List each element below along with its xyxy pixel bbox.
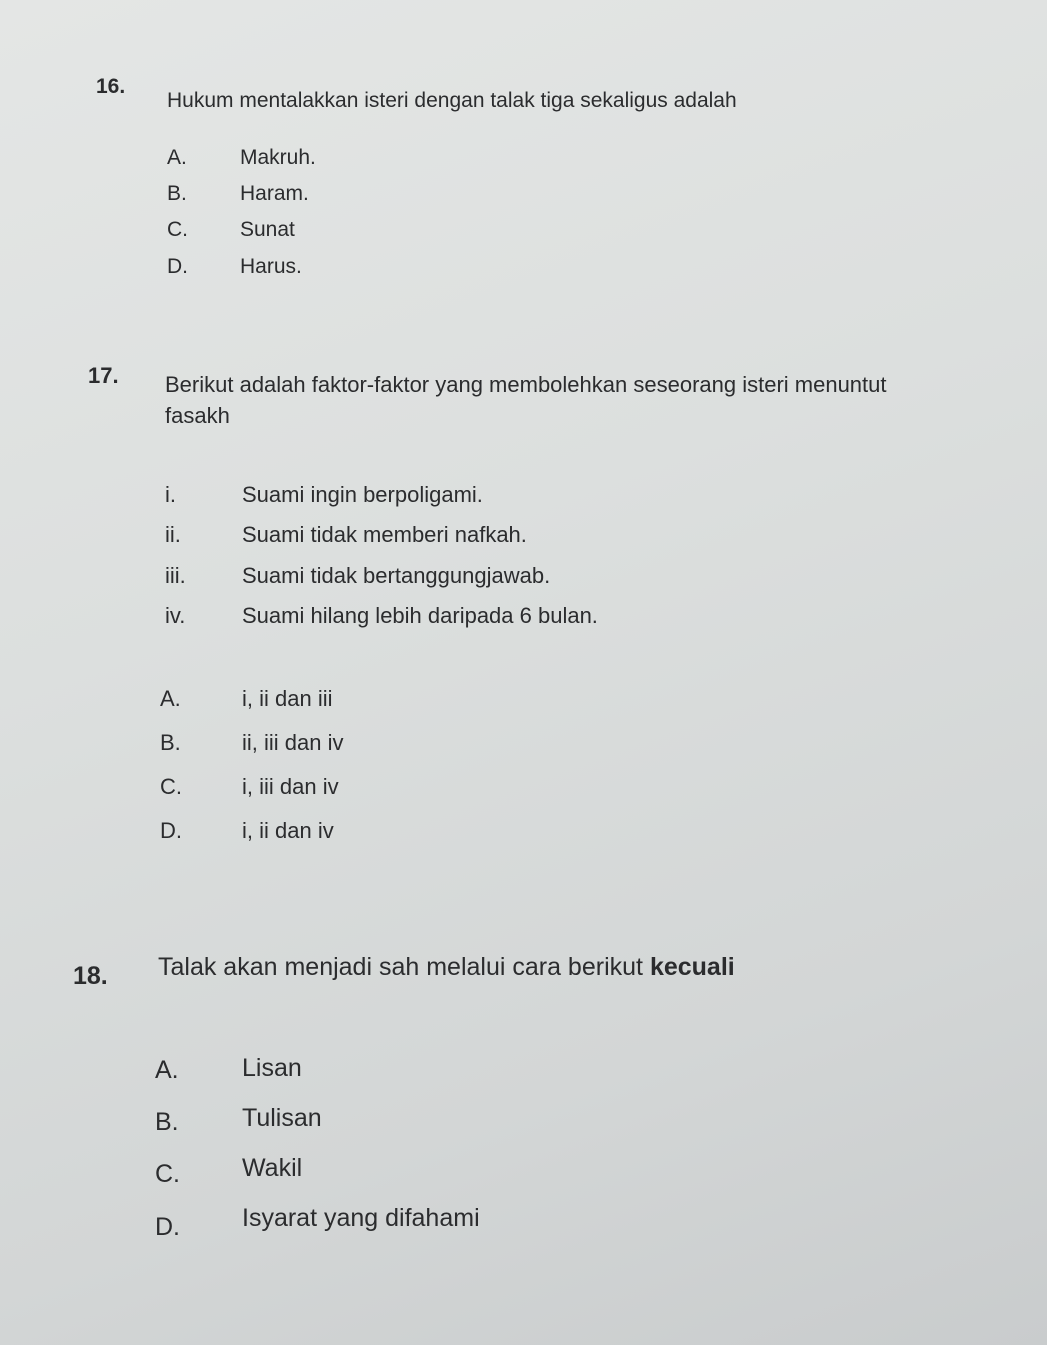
question-number: 18. [73,962,108,990]
statement-numeral-iii: iii. [165,563,186,588]
question-text-emphasis: kecuali [649,953,735,981]
statement-text-i: Suami ingin berpoligami. [242,482,483,507]
option-text-a: Lisan [242,1054,302,1082]
statement-text-ii: Suami tidak memberi nafkah. [242,522,527,547]
option-letter-a: A. [155,1056,179,1084]
question-text: Hukum mentalakkan isteri dengan talak tiga sekaligus adalah [167,89,737,112]
question-number: 17. [88,363,119,388]
option-letter-b: B. [167,182,187,205]
option-text-b: Tulisan [242,1104,322,1132]
option-text-c: Wakil [242,1154,303,1182]
option-letter-d: D. [155,1213,180,1241]
option-text-d: Harus. [240,255,302,278]
statement-numeral-iv: iv. [165,603,186,628]
option-letter-b: B. [155,1108,179,1136]
option-text-b: Haram. [240,182,309,205]
option-letter-a: A. [167,146,187,169]
option-letter-c: C. [160,774,182,799]
option-text-b: ii, iii dan iv [242,730,344,755]
statement-text-iii: Suami tidak bertanggungjawab. [242,563,551,588]
option-letter-d: D. [160,818,182,843]
question-text [158,952,735,982]
option-letter-a: A. [160,686,181,711]
statement-numeral-i: i. [165,482,176,507]
option-letter-c: C. [167,218,188,241]
question-text-main: Talak akan menjadi sah melalui cara berikut [158,953,643,981]
option-text-d: Isyarat yang difahami [242,1204,480,1232]
option-text-d: i, ii dan iv [242,818,334,843]
option-text-a: i, ii dan iii [242,686,333,711]
statement-text-iv: Suami hilang lebih daripada 6 bulan. [242,603,598,628]
option-letter-d: D. [167,255,188,278]
option-text-c: Sunat [240,218,295,241]
question-number: 16. [96,75,126,98]
question-text-line-2: fasakh [165,403,230,428]
statement-numeral-ii: ii. [165,522,181,547]
option-letter-b: B. [160,730,181,755]
option-text-c: i, iii dan iv [242,774,339,799]
option-text-a: Makruh. [240,146,316,169]
question-text-line-1: Berikut adalah faktor-faktor yang membolehkan seseorang isteri menuntut [165,372,887,397]
option-letter-c: C. [155,1160,180,1188]
